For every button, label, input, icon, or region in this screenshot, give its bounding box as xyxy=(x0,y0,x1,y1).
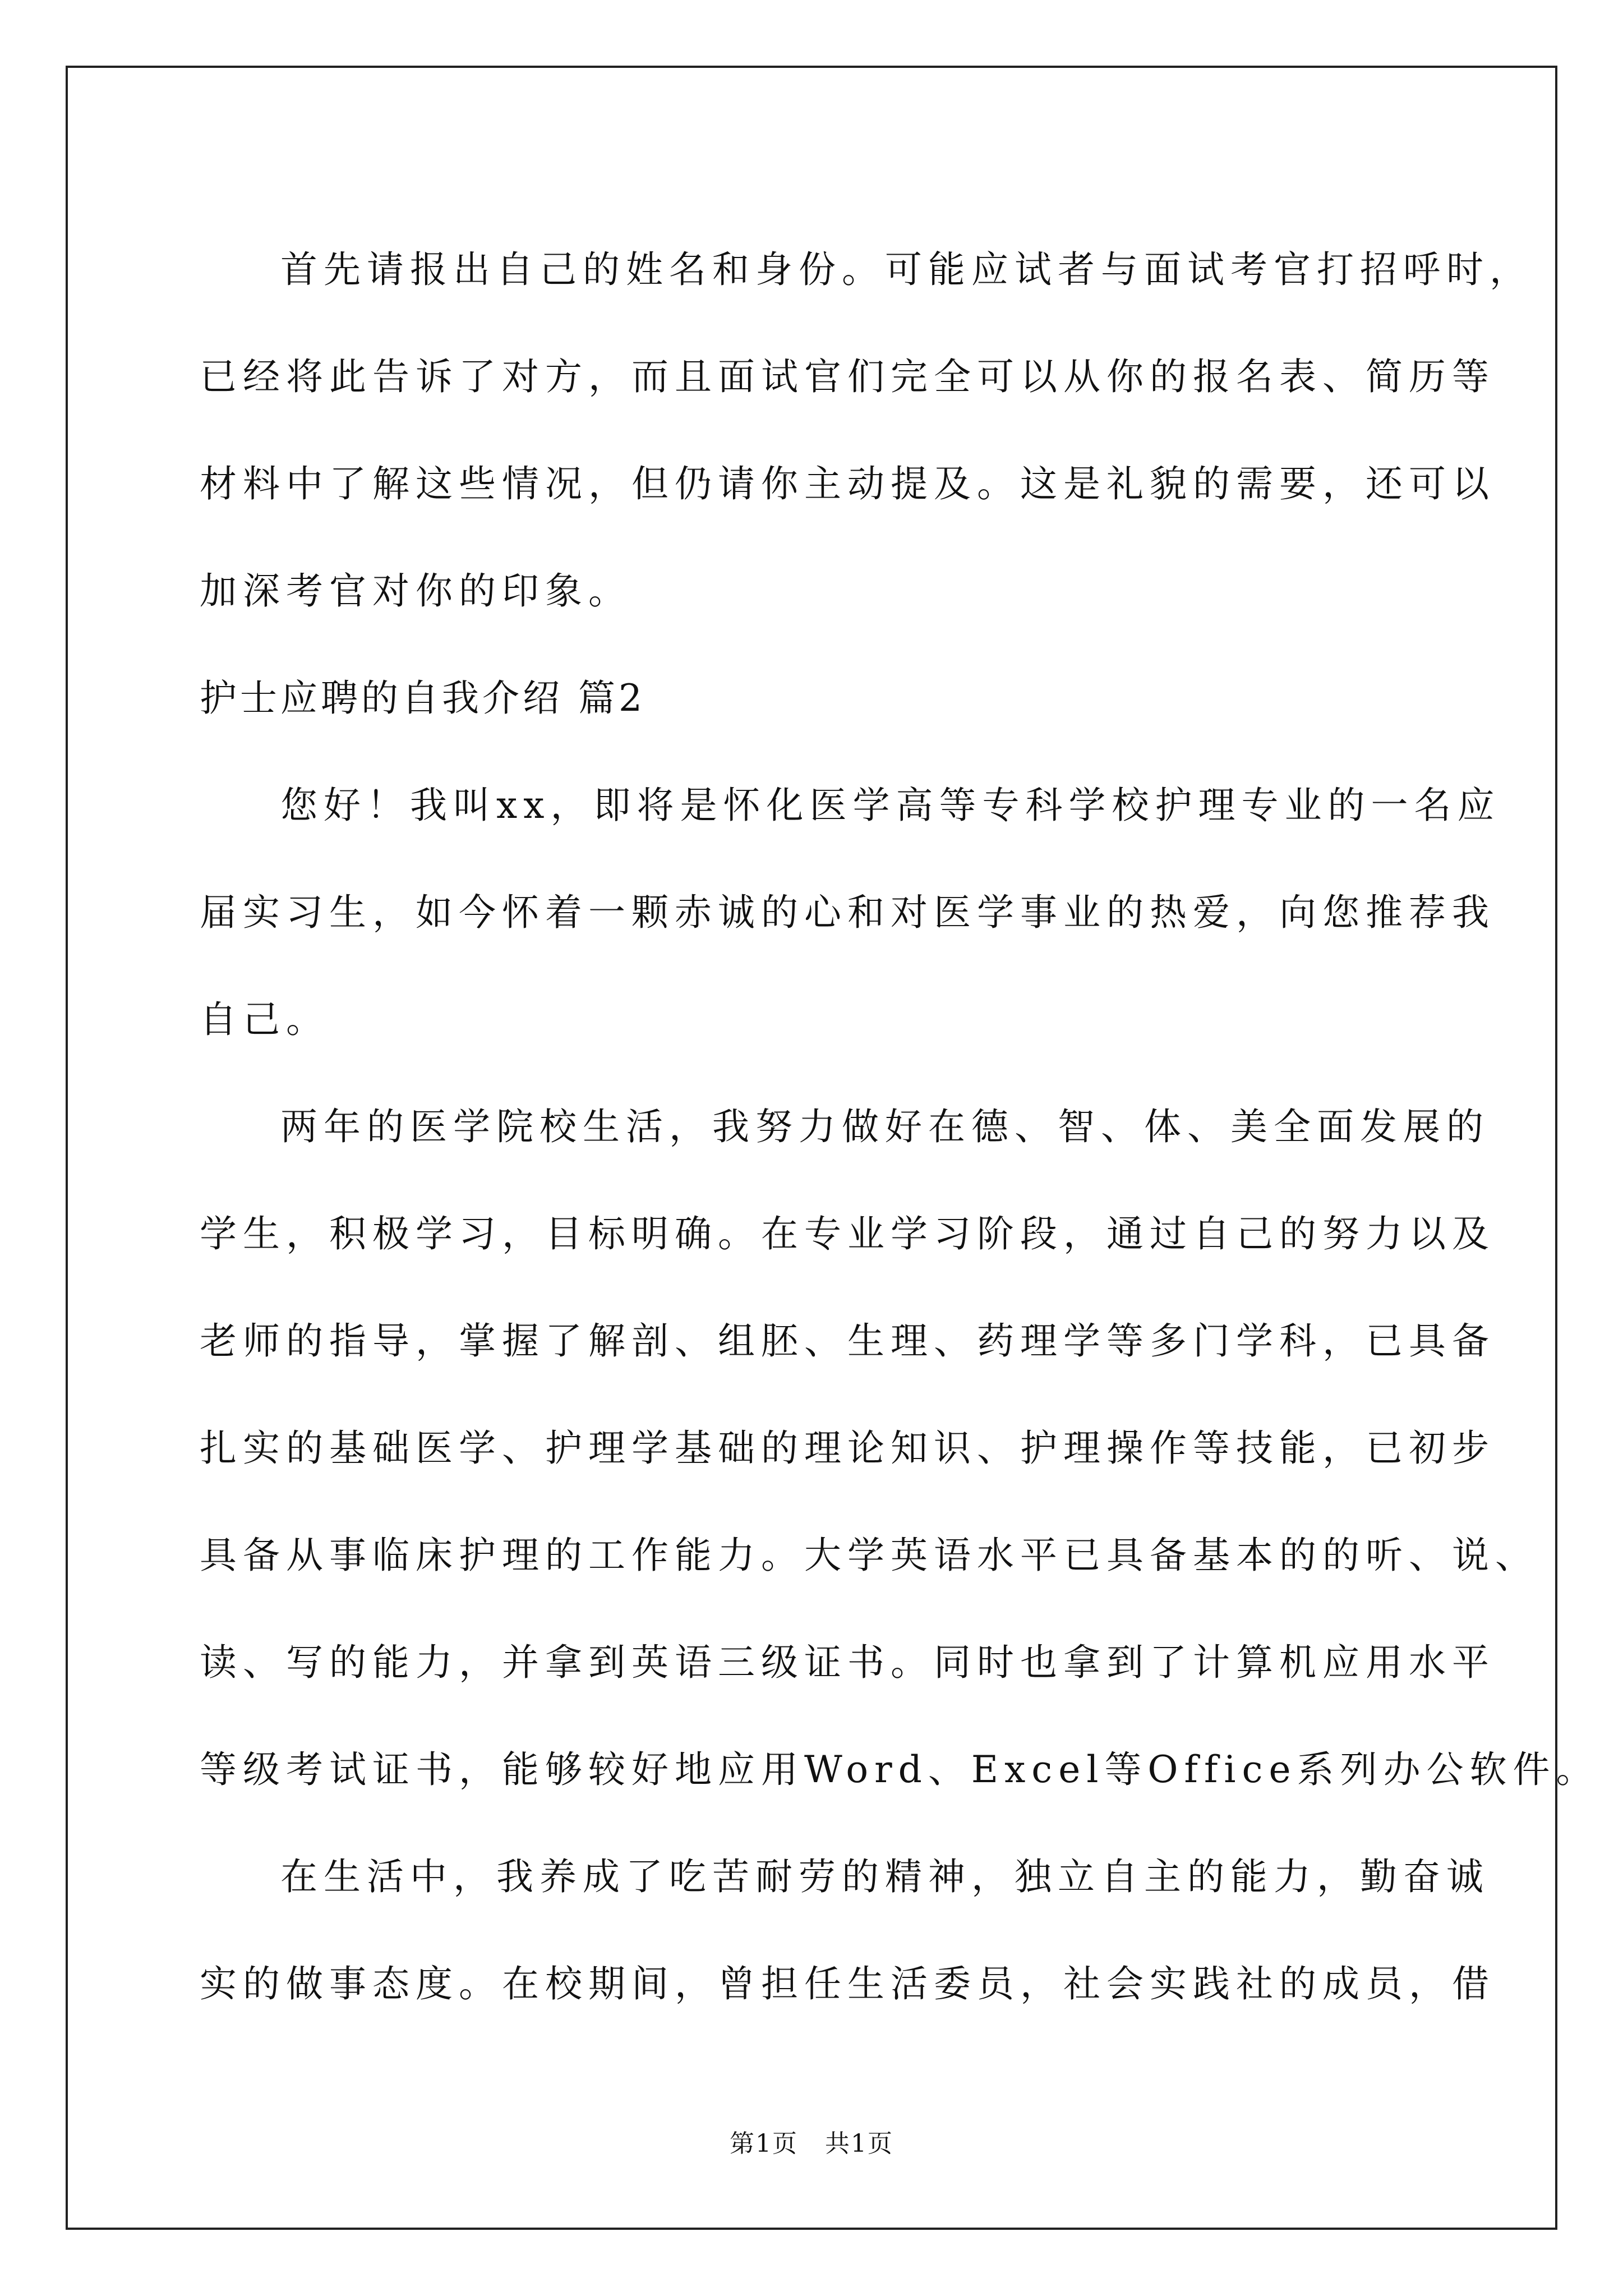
text-line: 等级考试证书，能够较好地应用Word、Excel等Office系列办公软件。 xyxy=(200,1748,1599,1791)
text-line: 学生，积极学习，目标明确。在专业学习阶段，通过自己的努力以及 xyxy=(200,1212,1495,1255)
document-body xyxy=(200,216,1599,2037)
page-total: 共1页 xyxy=(824,2129,893,2158)
text-line: 材料中了解这些情况，但仍请你主动提及。这是礼貌的需要，还可以 xyxy=(200,462,1495,505)
text-line: 具备从事临床护理的工作能力。大学英语水平已具备基本的的听、说、 xyxy=(200,1534,1538,1577)
text-line: 扎实的基础医学、护理学基础的理论知识、护理操作等技能，已初步 xyxy=(200,1427,1495,1470)
page-footer xyxy=(0,2123,1623,2159)
text-line: 您好！我叫xx，即将是怀化医学高等专科学校护理专业的一名应 xyxy=(280,784,1501,827)
text-line: 在生活中，我养成了吃苦耐劳的精神，独立自主的能力，勤奋诚 xyxy=(280,1855,1490,1898)
text-line: 实的做事态度。在校期间，曾担任生活委员，社会实践社的成员，借 xyxy=(200,1962,1495,2005)
text-line: 自己。 xyxy=(200,998,329,1041)
text-line: 老师的指导，掌握了解剖、组胚、生理、药理学等多门学科，已具备 xyxy=(200,1319,1495,1363)
text-line: 届实习生，如今怀着一颗赤诚的心和对医学事业的热爱，向您推荐我 xyxy=(200,891,1495,934)
section-heading: 护士应聘的自我介绍 篇2 xyxy=(200,677,645,720)
text-line: 首先请报出自己的姓名和身份。可能应试者与面试考官打招呼时， xyxy=(280,248,1533,291)
footer-spacer xyxy=(798,2129,825,2158)
text-line: 已经将此告诉了对方，而且面试官们完全可以从你的报名表、简历等 xyxy=(200,355,1495,398)
text-line: 加深考官对你的印象。 xyxy=(200,569,631,613)
text-line: 读、写的能力，并拿到英语三级证书。同时也拿到了计算机应用水平 xyxy=(200,1641,1495,1684)
text-line: 两年的医学院校生活，我努力做好在德、智、体、美全面发展的 xyxy=(280,1105,1490,1148)
page-number: 第1页 xyxy=(730,2129,799,2158)
